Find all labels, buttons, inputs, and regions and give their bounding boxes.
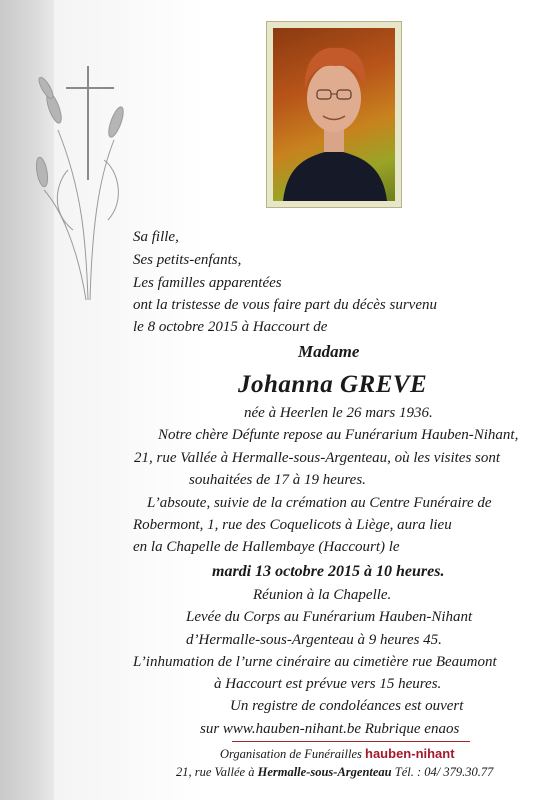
portrait-figure — [273, 28, 395, 201]
footer-address — [176, 765, 493, 780]
closing-line: Un registre de condoléances est ouvert — [230, 698, 464, 714]
intro-line: Ses petits-enfants, — [133, 252, 242, 268]
address-prefix: 21, rue Vallée à — [176, 765, 255, 779]
intro-line: Les familles apparentées — [133, 275, 282, 291]
closing-line: Levée du Corps au Funérarium Hauben-Nihant — [186, 609, 473, 625]
ceremony-date: mardi 13 octobre 2015 à 10 heures. — [212, 563, 445, 580]
phone-number: Tél. : 04/ 379.30.77 — [394, 765, 494, 779]
body-line: 21, rue Vallée à Hermalle-sous-Argenteau, où les visites sont — [134, 450, 501, 466]
portrait-photo — [273, 28, 395, 201]
closing-line: L’inhumation de l’urne cinéraire au cimetière rue Beaumont — [133, 654, 497, 670]
closing-line: Réunion à la Chapelle. — [253, 587, 392, 603]
body-line: souhaitées de 17 à 19 heures. — [189, 472, 366, 488]
footer-org-label: Organisation de Funérailles — [220, 747, 362, 761]
deceased-title: Madame — [298, 342, 360, 361]
intro-line: le 8 octobre 2015 à Haccourt de — [133, 319, 328, 335]
brand-logo-text: hauben-nihant — [365, 746, 455, 761]
address-town: Hermalle-sous-Argenteau — [257, 765, 392, 779]
cross-wheat-decoration — [18, 60, 138, 310]
body-line: Notre chère Défunte repose au Funérarium Hauben-Nihant, — [158, 427, 519, 443]
body-line: Robermont, 1, rue des Coquelicots à Liège, aura lieu — [133, 517, 452, 533]
wheat-icon — [34, 76, 126, 300]
footer-divider — [232, 741, 470, 742]
closing-line: à Haccourt est prévue vers 15 heures. — [214, 676, 442, 692]
portrait-frame — [266, 21, 402, 208]
website-line: sur www.hauben-nihant.be Rubrique enaos — [200, 721, 460, 737]
intro-line: ont la tristesse de vous faire part du décès survenu — [133, 297, 437, 313]
footer-organisation — [220, 746, 455, 762]
closing-line: d’Hermalle-sous-Argenteau à 9 heures 45. — [186, 632, 442, 648]
body-line: en la Chapelle de Hallembaye (Haccourt) le — [133, 539, 400, 555]
body-line: L’absoute, suivie de la crémation au Centre Funéraire de — [147, 495, 492, 511]
deceased-name: Johanna GREVE — [238, 371, 428, 398]
intro-line: Sa fille, — [133, 229, 179, 245]
birth-line: née à Heerlen le 26 mars 1936. — [244, 405, 433, 421]
